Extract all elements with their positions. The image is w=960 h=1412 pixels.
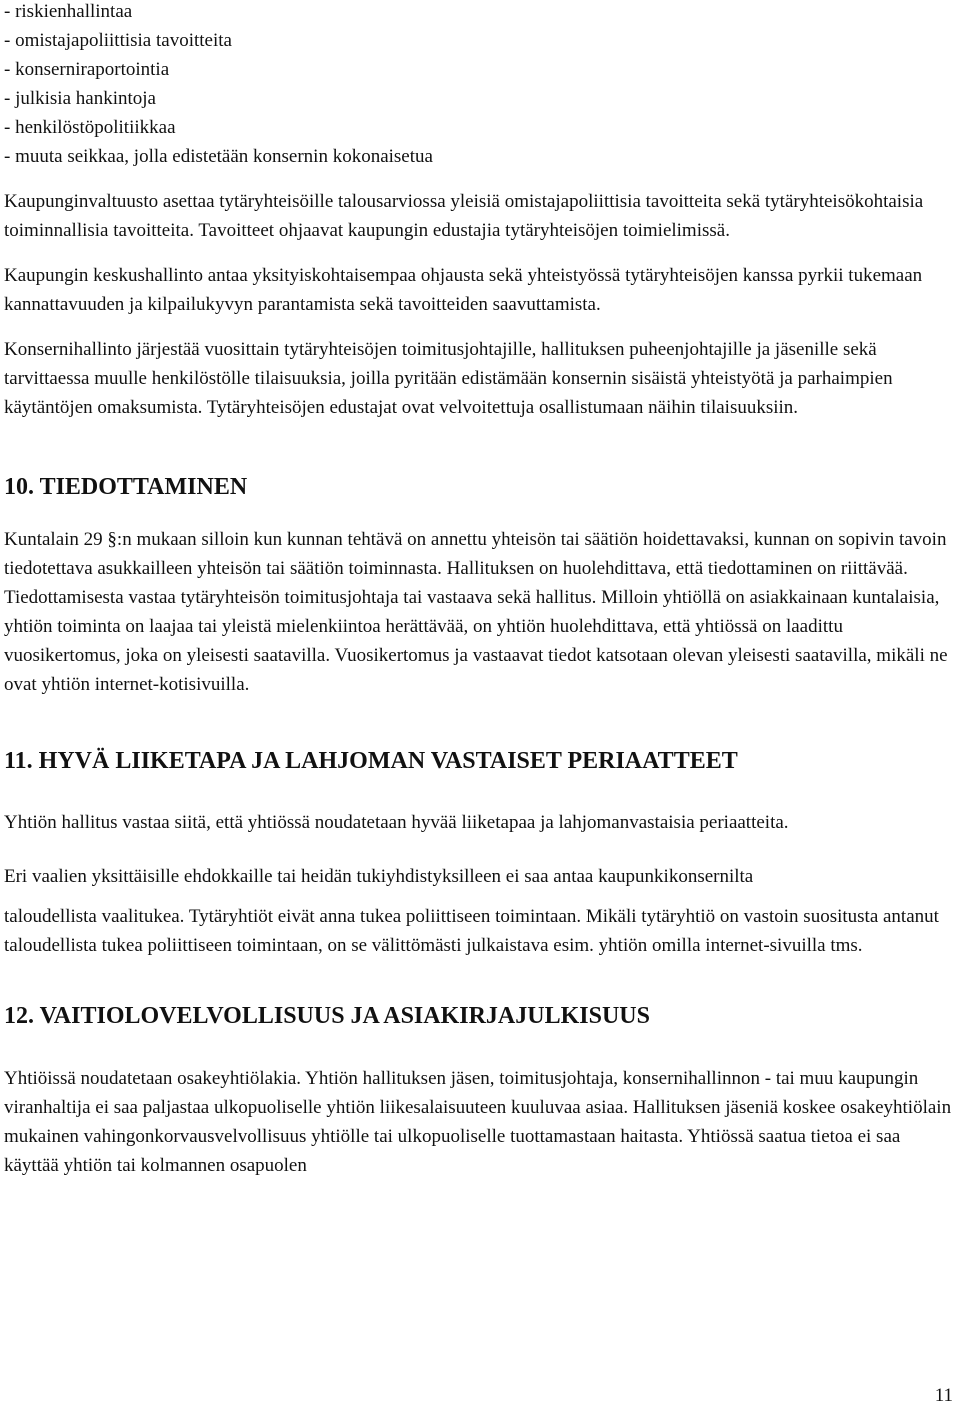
section-heading-tiedottaminen: 10. TIEDOTTAMINEN — [4, 474, 248, 500]
bullet-list — [4, 0, 954, 171]
section-heading-hyva-liiketapa: 11. HYVÄ LIIKETAPA JA LAHJOMAN VASTAISET PERIAATTEET — [4, 748, 738, 774]
paragraph-hallitus-vastaa: Yhtiön hallitus vastaa siitä, että yhtiössä noudatetaan hyvää liiketapaa ja lahjomanvastaisia periaatteita. — [4, 812, 789, 833]
paragraph-vaalituki: taloudellista vaalitukea. Tytäryhtiöt eivät anna tukea poliittiseen toimintaan. Mikäli tytäryhtiö on vastoin suositusta antanut taloudellista tukea poliittiseen toimintaan, on se välittömästi julkaistava esim. yhtiön omilla internet-sivuilla tms. — [4, 906, 939, 956]
list-item: - muuta seikkaa, jolla edistetään konsernin kokonaisetua — [4, 146, 433, 167]
document-page — [4, 0, 954, 1196]
page-number: 11 — [934, 1385, 953, 1406]
paragraph-osakeyhtiolaki: Yhtiöissä noudatetaan osakeyhtiölakia. Yhtiön hallituksen jäsen, toimitusjohtaja, konsernihallinnon - tai muu kaupungin viranhaltija ei saa paljastaa ulkopuoliselle yhtiön liikesalaisuuteen kuuluvaa asiaa. Hallituksen jäseniä koskee osakeyhtiölain mukainen vahingonkorvausvelvollisuus yhtiölle tai ulkopuoliselle tuottamastaan haitasta. Yhtiössä saatua tietoa ei saa käyttää yhtiön tai kolmannen osapuolen — [4, 1068, 952, 1176]
list-item: - henkilöstöpolitiikkaa — [4, 117, 176, 138]
list-item: - riskienhallintaa — [4, 1, 133, 22]
paragraph-kuntalaki: Kuntalain 29 §:n mukaan silloin kun kunnan tehtävä on annettu yhteisön tai säätiön hoidettavaksi, kunnan on sopivin tavoin tiedotettava asukkailleen yhteisön tai säätiön toiminnasta. Hallituksen on huolehdittava, että tiedottaminen on riittävää. Tiedottamisesta vastaa tytäryhteisön toimitusjohtaja tai vastaava sekä hallitus. Milloin yhtiöllä on asiakkainaan kuntalaisia, yhtiön toiminta on laajaa tai yleistä mielenkiintoa herättävää, on yhtiön huolehdittava, että yhtiössä on laadittu vuosikertomus, joka on yleisesti saatavilla. Vuosikertomus ja vastaavat tiedot katsotaan olevan yleisesti saatavilla, mikäli ne ovat yhtiön internet-kotisivuilla. — [4, 529, 948, 695]
list-item: - omistajapoliittisia tavoitteita — [4, 30, 232, 51]
paragraph-vaalituki-start: Eri vaalien yksittäisille ehdokkaille tai heidän tukiyhdistyksilleen ei saa antaa kaupunkikonsernilta — [4, 866, 754, 887]
list-item: - konserniraportointia — [4, 59, 170, 80]
section-heading-vaitiolovelvollisuus: 12. VAITIOLOVELVOLLISUUS JA ASIAKIRJAJULKISUUS — [4, 1003, 650, 1029]
paragraph-konsernihallinto: Konsernihallinto järjestää vuosittain tytäryhteisöjen toimitusjohtajille, hallituksen puheenjohtajille ja jäsenille sekä tarvittaessa muulle henkilöstölle tilaisuuksia, joilla pyritään edistämään konsernin sisäistä yhteistyötä ja parhaimpien käytäntöjen omaksumista. Tytäryhteisöjen edustajat ovat velvoitettuja osallistumaan näihin tilaisuuksiin. — [4, 339, 893, 418]
list-item: - julkisia hankintoja — [4, 88, 156, 109]
paragraph-keskushallinto: Kaupungin keskushallinto antaa yksityiskohtaisempaa ohjausta sekä yhteistyössä tytäryhteisöjen kanssa pyrkii tukemaan kannattavuuden ja kilpailukyvyn parantamista sekä tavoitteiden saavuttamista. — [4, 265, 923, 315]
paragraph-valtuusto: Kaupunginvaltuusto asettaa tytäryhteisöille talousarviossa yleisiä omistajapoliittisia tavoitteita sekä tytäryhteisökohtaisia toiminnallisia tavoitteita. Tavoitteet ohjaavat kaupungin edustajia tytäryhteisöjen toimielimissä. — [4, 191, 924, 241]
